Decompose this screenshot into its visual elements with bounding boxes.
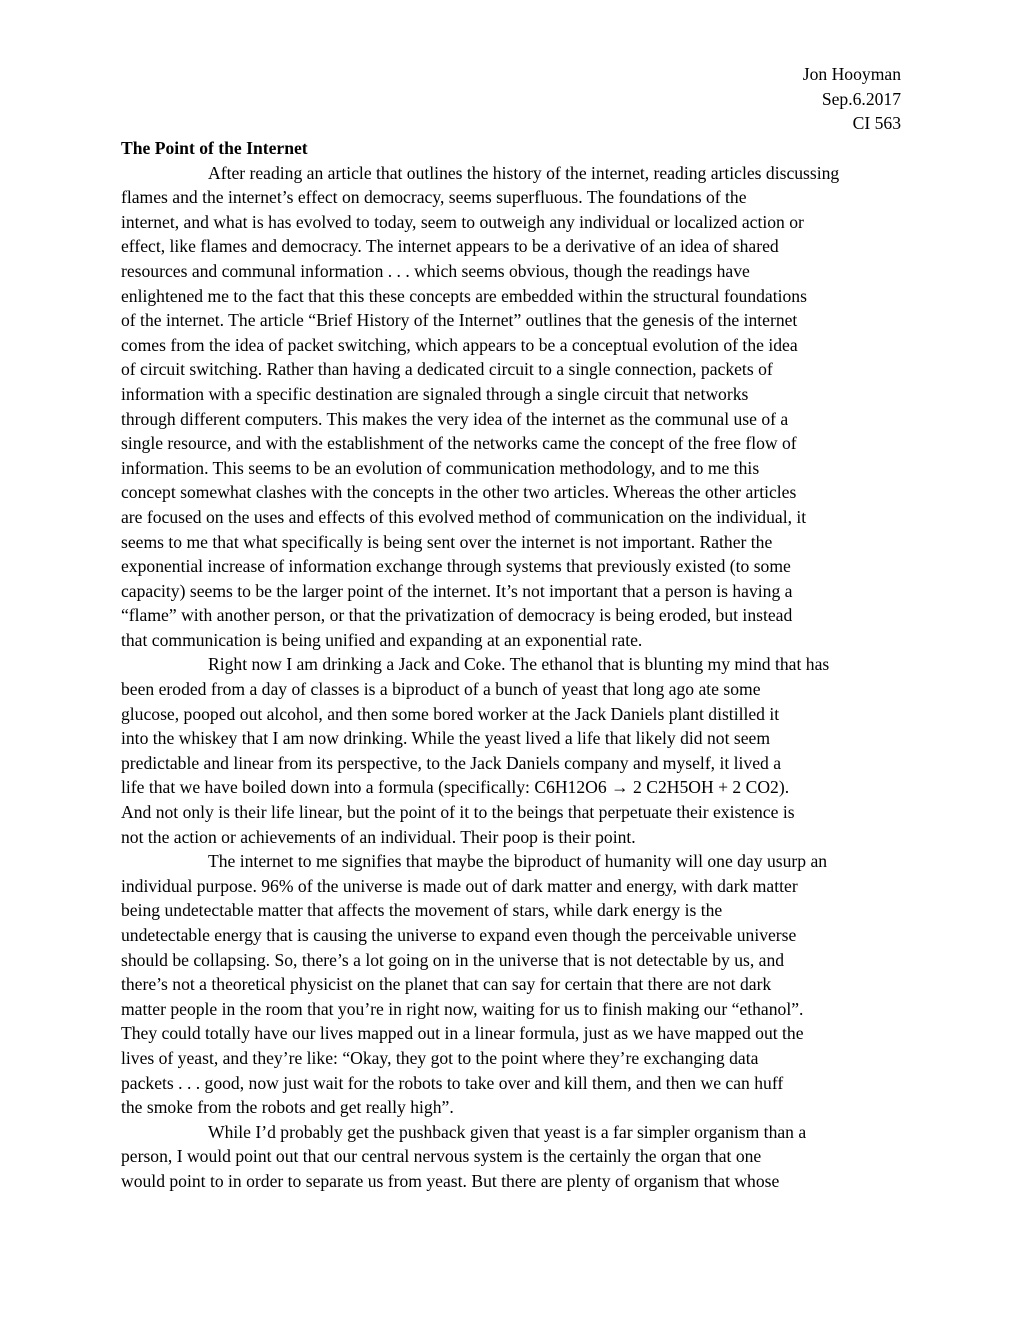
- essay-title: The Point of the Internet: [121, 138, 308, 158]
- paragraph-3: The internet to me signifies that maybe the biproduct of humanity will one day usurp an individual purpose. 96% of the universe is made out of dark matter and energy, with dark matter being undetectable matter that affects the movement of stars, while dark energy is the undetectable energy that is causing the universe to expand even though the perceivable universe should be collapsing. So, there’s a lot going on in the universe that is not detectable by us, and there’s not a theoretical physicist on the planet that can say for certain that there are not dark matter people in the room that you’re in right now, waiting for us to finish making our “ethanol”. They could totally have our lives mapped out in a linear formula, just as we have mapped out the lives of yeast, and they’re like: “Okay, they got to the point where they’re exchanging data packets . . . good, now just wait for the robots to take over and kill them, and then we can huff the smoke from the robots and get really high”.: [121, 851, 828, 1118]
- header-block: [803, 62, 901, 136]
- paragraph-4: While I’d probably get the pushback given that yeast is a far simpler organism than a person, I would point out that our central nervous system is the certainly the organ that one would point to in order to separate us from yeast. But there are plenty of organism that whose: [121, 1121, 807, 1191]
- body-text: [121, 136, 903, 1194]
- date: Sep.6.2017: [821, 88, 901, 109]
- paragraph-1: After reading an article that outlines the history of the internet, reading articles discussing flames and the internet’s effect on democracy, seems superfluous. The foundations of the internet, and what is has evolved to today, seem to outweigh any individual or localized action or effect, like flames and democracy. The internet appears to be a derivative of an idea of shared resources and communal information . . . which seems obvious, though the readings have enlightened me to the fact that this these concepts are embedded within the structural foundations of the internet. The article “Brief History of the Internet” outlines that the genesis of the internet comes from the idea of packet switching, which appears to be a conceptual evolution of the idea of circuit switching. Rather than having a dedicated circuit to a single connection, packets of information with a specific destination are signaled through a single circuit that networks through different computers. This makes the very idea of the internet as the communal use of a single resource, and with the establishment of the networks came the concept of the free flow of information. This seems to be an evolution of communication methodology, and to me this concept somewhat clashes with the concepts in the other two articles. Whereas the other articles are focused on the uses and effects of this evolved method of communication on the individual, it seems to me that what specifically is being sent over the internet is not important. Rather the exponential increase of information exchange through systems that previously existed (to some capacity) seems to be the larger point of the internet. It’s not important that a person is having a “flame” with another person, or that the privatization of democracy is being eroded, but instead that communication is being unified and expanding at an exponential rate.: [121, 162, 840, 650]
- author-name: Jon Hooyman: [802, 64, 901, 84]
- course-code: CI 563: [852, 113, 901, 134]
- paragraph-2: Right now I am drinking a Jack and Coke. The ethanol that is blunting my mind that has been eroded from a day of classes is a biproduct of a bunch of yeast that long ago ate some glucose, pooped out alcohol, and then some bored worker at the Jack Daniels plant distilled it into the whiskey that I am now drinking. While the yeast lived a life that likely did not seem predictable and linear from its perspective, to the Jack Daniels company and myself, it lived a life that we have boiled down into a formula (specifically: C6H12O6 → 2 C2H5OH + 2 CO2). And not only is their life linear, but the point of it to the beings that perpetuate their existence is not the action or achievements of an individual. Their poop is their point.: [121, 654, 830, 847]
